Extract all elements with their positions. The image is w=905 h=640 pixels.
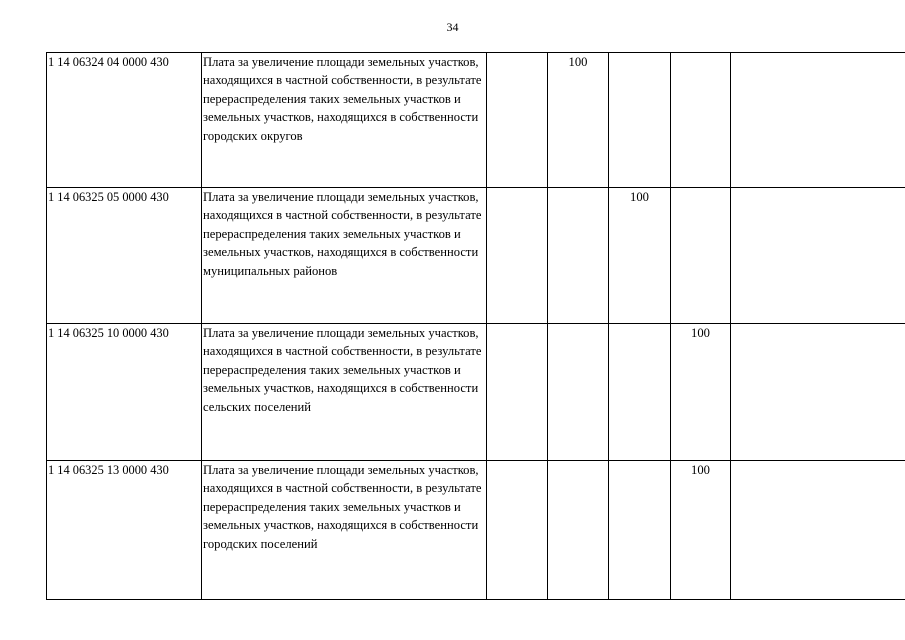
value-cell (487, 324, 548, 461)
revenue-code-cell: 1 14 06324 04 0000 430 (47, 53, 202, 188)
table-row (47, 324, 905, 461)
value-cell (487, 461, 548, 600)
value-cell: 100 (609, 188, 671, 324)
table-row (47, 188, 905, 324)
revenue-code-cell: 1 14 06325 13 0000 430 (47, 461, 202, 600)
value-cell (548, 461, 609, 600)
value-cell: 100 (671, 324, 731, 461)
value-cell (548, 188, 609, 324)
value-cell (731, 461, 905, 600)
value-cell (731, 324, 905, 461)
value-cell (671, 188, 731, 324)
revenue-code-cell: 1 14 06325 10 0000 430 (47, 324, 202, 461)
value-cell (609, 461, 671, 600)
revenue-name-cell: Плата за увеличение площади земельных участков, находящихся в частной собственности, в результате перераспределения таких земельных участков и земельных участков, находящихся в собственности муниципальных районов (202, 188, 487, 324)
table-row (47, 53, 905, 188)
value-cell: 100 (671, 461, 731, 600)
table-row (47, 461, 905, 600)
value-cell (609, 324, 671, 461)
value-cell (548, 324, 609, 461)
value-cell (487, 188, 548, 324)
value-cell: 100 (548, 53, 609, 188)
value-cell (487, 53, 548, 188)
revenue-table (46, 52, 905, 600)
page-number: 34 (446, 20, 459, 34)
value-cell (671, 53, 731, 188)
value-cell (731, 53, 905, 188)
value-cell (731, 188, 905, 324)
revenue-code-cell: 1 14 06325 05 0000 430 (47, 188, 202, 324)
revenue-name-cell: Плата за увеличение площади земельных участков, находящихся в частной собственности, в результате перераспределения таких земельных участков и земельных участков, находящихся в собственности городских округов (202, 53, 487, 188)
value-cell (609, 53, 671, 188)
revenue-name-cell: Плата за увеличение площади земельных участков, находящихся в частной собственности, в результате перераспределения таких земельных участков и земельных участков, находящихся в собственности городских поселений (202, 461, 487, 600)
revenue-name-cell: Плата за увеличение площади земельных участков, находящихся в частной собственности, в результате перераспределения таких земельных участков и земельных участков, находящихся в собственности сельских поселений (202, 324, 487, 461)
